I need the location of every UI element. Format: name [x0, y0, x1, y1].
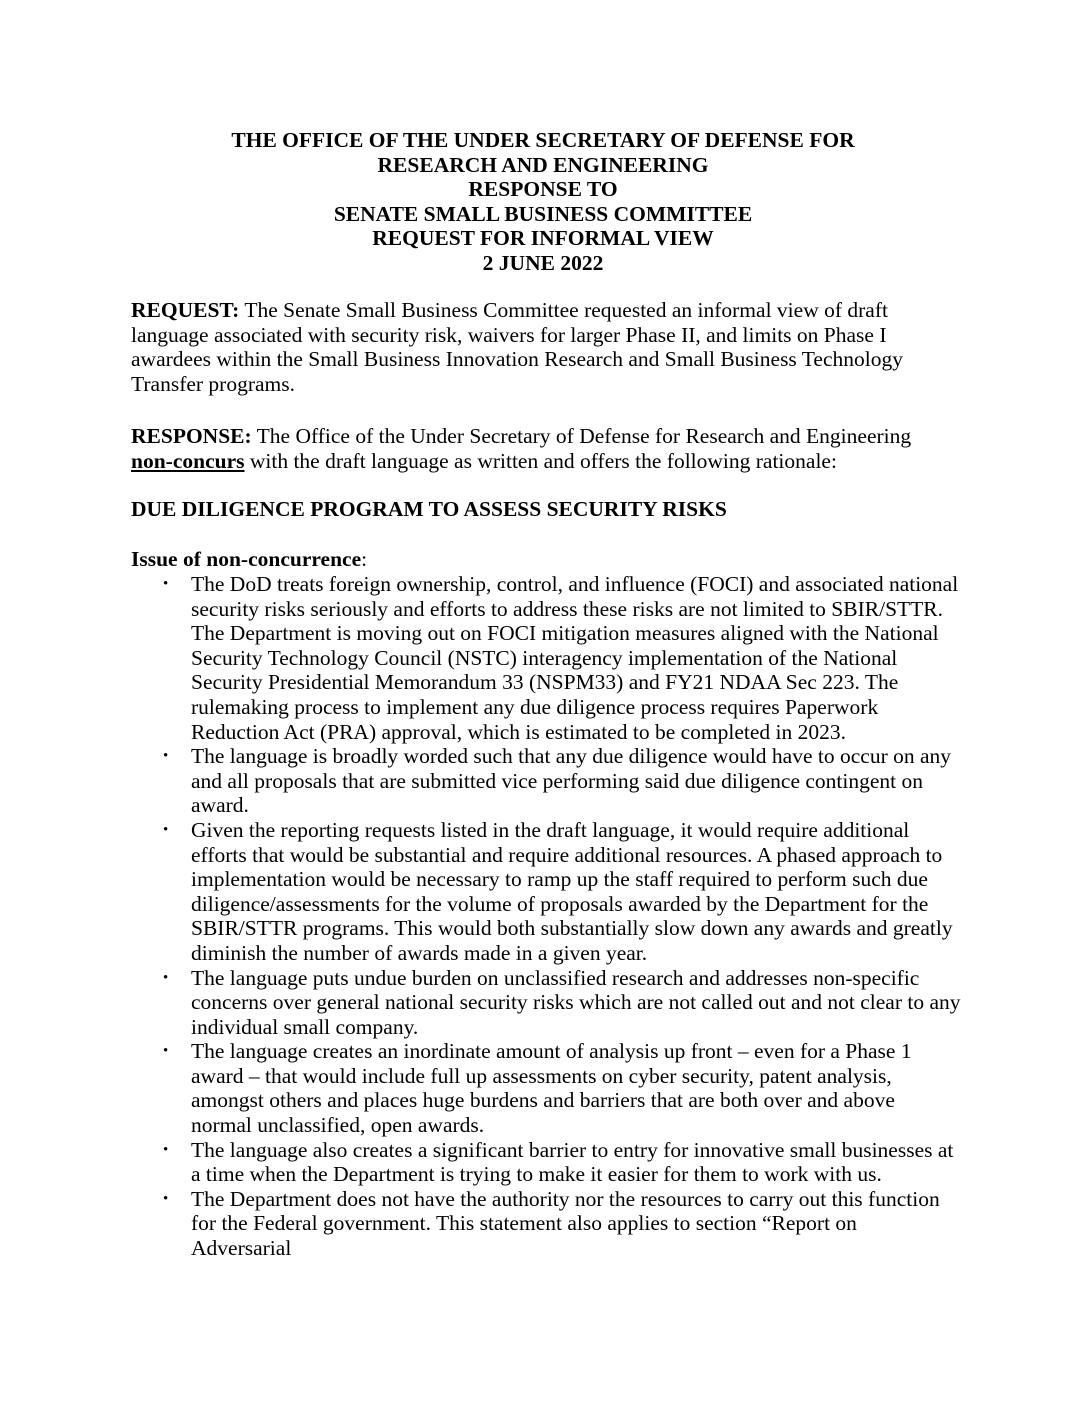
bullet-icon: •: [163, 821, 169, 838]
response-paragraph: [131, 424, 956, 473]
bullet-text: The Department does not have the authority nor the resources to carry out this function for the Federal government. This statement also applies to section “Report on Adversarial: [191, 1186, 940, 1261]
title-line: THE OFFICE OF THE UNDER SECRETARY OF DEFENSE FOR: [231, 128, 855, 152]
list-item: [131, 572, 961, 744]
section-heading: DUE DILIGENCE PROGRAM TO ASSESS SECURITY RISKS: [131, 497, 727, 521]
response-label: RESPONSE:: [131, 424, 252, 448]
bullet-text: The language is broadly worded such that any due diligence would have to occur on any and all proposals that are submitted vice performing said due diligence contingent on award.: [191, 744, 952, 818]
request-label: REQUEST:: [131, 298, 240, 322]
bullet-text: Given the reporting requests listed in the draft language, it would require additional efforts that would be substantial and require additional resources. A phased approach to implementation would be necessary to ramp up the staff required to perform such due diligence/assessments for the volume of proposals awarded by the Department for the SBIR/STTR programs. This would both substantially slow down any awards and greatly diminish the number of awards made in a given year.: [191, 817, 953, 965]
issue-label: Issue of non-concurrence: [131, 547, 362, 571]
title-line: RESPONSE TO: [468, 177, 618, 202]
response-text-before: The Office of the Under Secretary of Defense for Research and Engineering: [251, 424, 912, 448]
response-text-after: with the draft language as written and offers the following rationale:: [244, 448, 837, 473]
bullet-text: The DoD treats foreign ownership, control, and influence (FOCI) and associated national security risks seriously and efforts to address these risks are not limited to SBIR/STTR. The Department is moving out on FOCI mitigation measures aligned with the National Security Technology Council (NSTC) interagency implementation of the National Security Presidential Memorandum 33 (NSPM33) and FY21 NDAA Sec 223. The rulemaking process to implement any due diligence process requires Paperwork Reduction Act (PRA) approval, which is estimated to be completed in 2023.: [191, 572, 959, 744]
request-paragraph: [131, 298, 956, 396]
issue-label-line: [131, 547, 367, 572]
non-concurs-emphasis: non-concurs: [131, 448, 245, 473]
list-item: [131, 818, 961, 966]
bullet-icon: •: [163, 1190, 169, 1207]
bullet-icon: •: [163, 1043, 169, 1060]
bullet-icon: •: [163, 576, 169, 592]
bullet-icon: •: [163, 969, 169, 986]
document-title: [131, 128, 955, 276]
list-item: [131, 744, 961, 818]
bullet-text: The language puts undue burden on unclassified research and addresses non-specific concerns over general national security risks which are not called out and not clear to any individual small company.: [191, 965, 961, 1039]
issue-bullet-list: [131, 572, 961, 1261]
title-line: RESEARCH AND ENGINEERING: [377, 152, 709, 177]
bullet-icon: •: [163, 748, 169, 765]
request-text: The Senate Small Business Committee requested an informal view of draft language associated with security risk, waivers for larger Phase II, and limits on Phase I awardees within the Small Business Innovation Research and Small Business Technology Transfer programs.: [131, 298, 903, 396]
list-item: [131, 1138, 961, 1187]
bullet-text: The language also creates a significant barrier to entry for innovative small businesses at a time when the Department is trying to make it easier for them to work with us.: [191, 1137, 954, 1187]
title-line: REQUEST FOR INFORMAL VIEW: [372, 226, 714, 251]
title-line: SENATE SMALL BUSINESS COMMITTEE: [333, 201, 753, 226]
bullet-text: The language creates an inordinate amount of analysis up front – even for a Phase 1 award – that would include full up assessments on cyber security, patent analysis, amongst others and places huge burdens and barriers that are both over and above normal unclassified, open awards.: [191, 1039, 912, 1138]
list-item: [131, 1039, 961, 1137]
title-date: 2 JUNE 2022: [482, 250, 604, 275]
list-item: [131, 966, 961, 1040]
list-item: [131, 1187, 961, 1261]
issue-colon: :: [361, 547, 368, 571]
bullet-icon: •: [163, 1141, 169, 1158]
